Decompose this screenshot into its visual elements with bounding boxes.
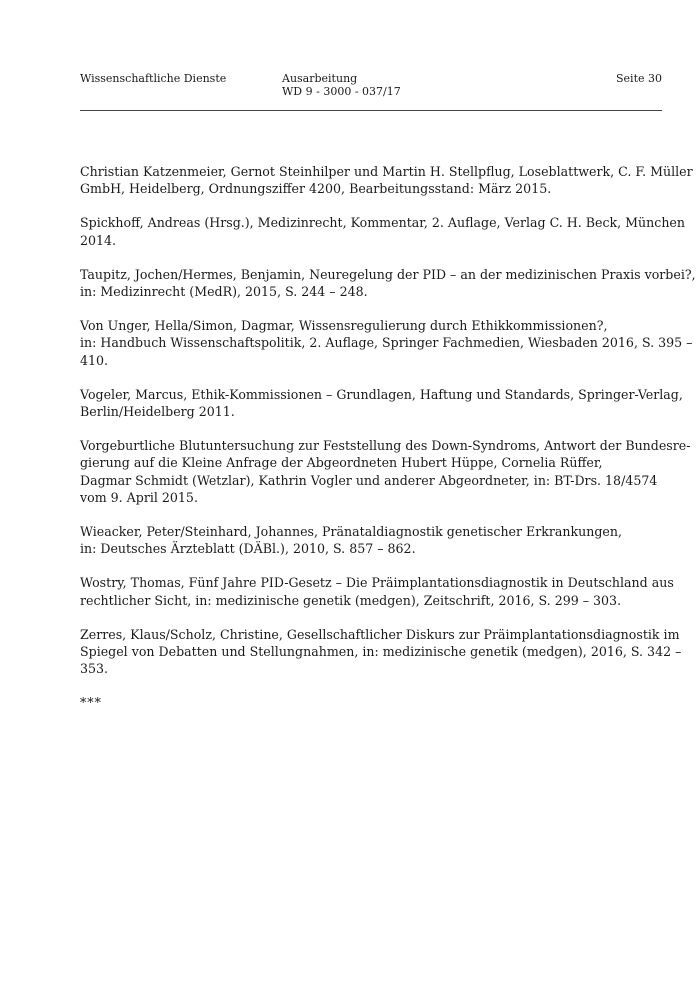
reference-entry bbox=[80, 626, 682, 678]
reference-line: Von Unger, Hella/Simon, Dagmar, Wissensregulierung durch Ethikkommissionen?, bbox=[80, 318, 608, 334]
reference-entry bbox=[80, 574, 674, 608]
reference-entry bbox=[80, 214, 685, 248]
reference-line: Vorgeburtliche Blutuntersuchung zur Feststellung des Down-Syndroms, Antwort der Bundesre- bbox=[80, 438, 691, 454]
reference-line: Spiegel von Debatten und Stellungnahmen, in: medizinische genetik (medgen), 2016, S. 342 – bbox=[80, 644, 682, 660]
reference-line: in: Deutsches Ärzteblatt (DÄBl.), 2010, S. 857 – 862. bbox=[80, 541, 416, 557]
reference-line: Zerres, Klaus/Scholz, Christine, Gesellschaftlicher Diskurs zur Präimplantationsdiagnostik im bbox=[80, 626, 680, 642]
reference-line: Dagmar Schmidt (Wetzlar), Kathrin Vogler und anderer Abgeordneter, in: BT-Drs. 18/4574 bbox=[80, 472, 658, 488]
header-document-info bbox=[282, 72, 401, 98]
header-page-number: Seite 30 bbox=[616, 72, 662, 85]
reference-line: Christian Katzenmeier, Gernot Steinhilper und Martin H. Stellpflug, Loseblattwerk, C. F. Müller bbox=[80, 164, 693, 179]
reference-line: in: Medizinrecht (MedR), 2015, S. 244 – 248. bbox=[80, 284, 368, 300]
reference-list bbox=[80, 163, 696, 712]
end-mark: *** bbox=[80, 695, 102, 711]
header-divider bbox=[80, 110, 662, 111]
reference-line: 2014. bbox=[80, 232, 117, 248]
reference-line: Vogeler, Marcus, Ethik-Kommissionen – Grundlagen, Haftung und Standards, Springer-Verlag, bbox=[80, 386, 683, 402]
reference-line: Wostry, Thomas, Fünf Jahre PID-Gesetz – Die Präimplantationsdiagnostik in Deutschland aus bbox=[80, 575, 674, 591]
reference-line: gierung auf die Kleine Anfrage der Abgeordneten Hubert Hüppe, Cornelia Rüffer, bbox=[80, 455, 603, 471]
reference-entry bbox=[80, 523, 662, 557]
reference-line: vom 9. April 2015. bbox=[80, 489, 198, 505]
header-document-type: Ausarbeitung bbox=[282, 72, 358, 85]
reference-entry bbox=[80, 386, 683, 420]
reference-line: 353. bbox=[80, 661, 109, 677]
reference-line: in: Handbuch Wissenschaftspolitik, 2. Auflage, Springer Fachmedien, Wiesbaden 2016, S. 395 – bbox=[80, 335, 693, 351]
reference-line: Wieacker, Peter/Steinhard, Johannes, Pränataldiagnostik genetischer Erkrankungen, bbox=[80, 524, 623, 540]
reference-entry bbox=[80, 163, 693, 197]
header-institution: Wissenschaftliche Dienste bbox=[80, 72, 227, 85]
reference-entry bbox=[80, 437, 691, 506]
reference-entry bbox=[80, 266, 696, 300]
reference-line: Spickhoff, Andreas (Hrsg.), Medizinrecht, Kommentar, 2. Auflage, Verlag C. H. Beck, München bbox=[80, 215, 685, 231]
header-document-reference: WD 9 - 3000 - 037/17 bbox=[282, 85, 401, 98]
reference-line: 410. bbox=[80, 352, 109, 368]
page-header bbox=[80, 72, 662, 112]
reference-line: Taupitz, Jochen/Hermes, Benjamin, Neuregelung der PID – an der medizinischen Praxis vorbei?, bbox=[80, 266, 696, 282]
reference-line: rechtlicher Sicht, in: medizinische genetik (medgen), Zeitschrift, 2016, S. 299 – 303. bbox=[80, 592, 622, 608]
reference-line: GmbH, Heidelberg, Ordnungsziffer 4200, Bearbeitungsstand: März 2015. bbox=[80, 181, 552, 197]
reference-line: Berlin/Heidelberg 2011. bbox=[80, 404, 235, 420]
reference-entry bbox=[80, 317, 693, 369]
